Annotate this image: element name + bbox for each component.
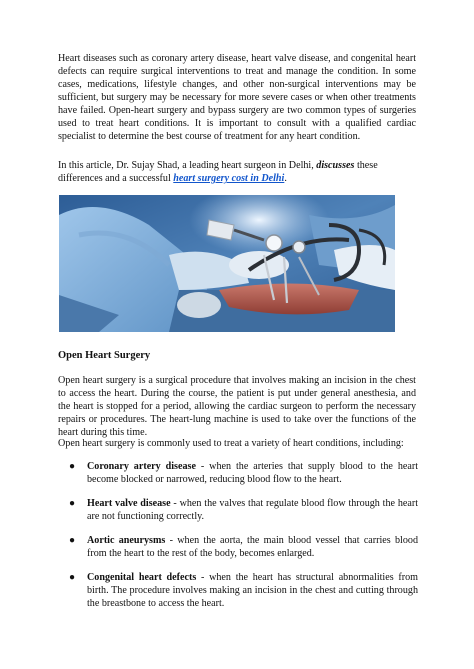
article-text-before: In this article, Dr. Sujay Shad, a leading heart surgeon in Delhi, <box>58 160 317 171</box>
bullet-icon: ● <box>69 461 76 472</box>
heart-surgery-cost-link[interactable]: heart surgery cost in Delhi <box>173 173 285 184</box>
bullet-icon: ● <box>69 572 76 583</box>
list-item-text: - when the aorta, the main blood vessel that carries blood from the heart to the rest of the body, becomes enlarged. <box>87 535 418 559</box>
list-item <box>58 497 418 523</box>
section-paragraph-2: Open heart surgery is commonly used to treat a variety of heart conditions, including: <box>58 438 404 449</box>
list-item-term: Congenital heart defects <box>87 572 197 583</box>
list-item <box>58 571 418 610</box>
intro-paragraph: Heart diseases such as coronary artery disease, heart valve disease, and congenital heart defects can require surgical interventions to treat and manage the condition. In some cases, medications, lifestyle changes, and other non-surgical interventions may be sufficient, but surgery may be necessary for more severe cases or when other treatments have failed. Open-heart surgery and bypass surgery are two common types of surgeries used to treat heart conditions. It is important to consult with a qualified cardiac specialist to determine the best course of treatment for any heart condition. <box>58 53 416 142</box>
list-item-term: Coronary artery disease <box>87 461 196 472</box>
surgery-photo <box>59 195 395 332</box>
list-item-text: - when the heart has structural abnormalities from birth. The procedure involves making an incision in the chest and cutting through the breastbone to access the heart. <box>87 572 418 609</box>
section-heading: Open Heart Surgery <box>58 350 151 361</box>
list-item-term: Aortic aneurysms <box>87 535 166 546</box>
list-item <box>58 460 418 486</box>
article-text-after: . <box>284 173 287 184</box>
article-emphasis: discusses <box>316 160 355 171</box>
section-paragraph-1: Open heart surgery is a surgical procedure that involves making an incision in the chest to access the heart. During the course, the patient is put under general anesthesia, and the heart is stopped for a period, allowing the cardiac surgeon to perform the necessary repairs or procedures. The heart-lung machine is used to take over the functions of the heart during this time. <box>58 375 416 438</box>
list-item-text: - when the arteries that supply blood to the heart become blocked or narrowed, reducing blood flow to the heart. <box>87 461 418 485</box>
conditions-list <box>58 460 418 621</box>
bullet-icon: ● <box>69 535 76 546</box>
list-item-text: - when the valves that regulate blood flow through the heart are not functioning correctly. <box>87 498 418 522</box>
list-item <box>58 534 418 560</box>
list-item-term: Heart valve disease <box>87 498 171 509</box>
bullet-icon: ● <box>69 498 76 509</box>
article-text-middle: these differences and a successful <box>58 160 378 184</box>
article-paragraph <box>58 159 416 185</box>
